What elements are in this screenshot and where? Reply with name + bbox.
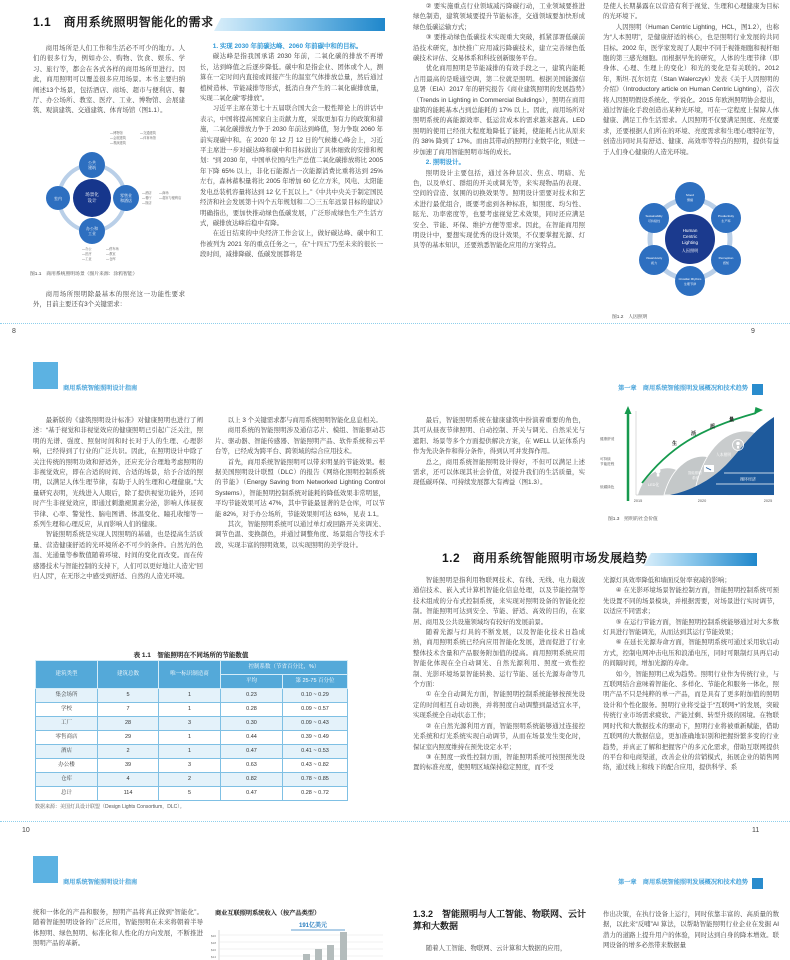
running-header-right: 第一章 商用系统智能照明发展概况和技术趋势 [618, 385, 748, 392]
table-cell: 0.39 ~ 0.49 [283, 731, 348, 745]
table-cell: 0.82 [221, 773, 283, 787]
blue-subheading: 1. 实现 2030 年前碳达峰、2060 年前碳中和的目标。 [212, 43, 363, 50]
figure-1-1-scene-diagram [28, 126, 196, 268]
body-paragraph: 随着人工智能、物联网、云计算和大数据的应用， [425, 945, 567, 952]
table-cell: 0.41 ~ 0.53 [283, 745, 348, 759]
bar-chart-title: 商业互联照明系统收入（按产品类型） [215, 910, 321, 917]
node-label: 和酒店 [120, 198, 132, 203]
bar [340, 932, 347, 960]
blue-subheading: 2. 照明设计。 [425, 159, 465, 167]
table-cell: 工厂 [36, 717, 98, 731]
body-paragraph: ④ 在光影环境场景智能控制方面，智能照明控制系统可预先设置不同的场景模块，并根据需要，对场景进行实时调节，以适应不同需求； [603, 587, 779, 616]
node-label: 室内 [54, 196, 62, 201]
table-header-cell: 平均 [221, 675, 283, 689]
stage-label: 人本照明 [716, 453, 732, 457]
table-header-cell: 建筑总数 [98, 661, 159, 689]
table-cell: 1 [159, 731, 221, 745]
table-title: 表 1.1 智能照明在不同场所的节能数值 [133, 652, 249, 659]
center-label: 人因照明 [681, 248, 699, 253]
table-cell: 零售商店 [36, 731, 98, 745]
table-cell: 7 [98, 703, 159, 717]
curve-char: 活 [691, 431, 697, 437]
node-label-en: Productivity [718, 214, 734, 218]
page11-col2 [603, 576, 779, 816]
table-cell: 4 [98, 773, 159, 787]
table-row [36, 689, 348, 703]
node-label: 办公和 [86, 226, 98, 231]
node-label: 工业 [88, 231, 96, 236]
node-label-cn: 生产率 [721, 219, 731, 223]
section-title-bar [644, 553, 757, 566]
table-cell: 2 [159, 773, 221, 787]
page8-col1 [33, 44, 185, 128]
body-paragraph: ⑥ 在延长光源寿命方面，智能照明系统可通过采用软启动方式，控制电网冲击电压和浪涌电压，同时可限制灯具再启动的间隔时间，增加光源的寿命。 [603, 639, 779, 668]
table-source-note: 数据来源：美国灯具设计联盟（Design Lights Consortium，DLC）。 [35, 804, 185, 810]
table-cell: 集会场所 [36, 689, 98, 703]
scene-label: —体育场馆 [140, 136, 156, 140]
table-cell: 0.44 [221, 731, 283, 745]
scene-label: —仓库 [106, 257, 116, 261]
body-paragraph: 在近日结束的中央经济工作会议上，做好碳达峰、碳中和工作被列为 2021 年的重点任务之一，在“十四五”乃至未来的很长一段时间，减排降碳、低碳发展都将是 [200, 230, 383, 259]
section-1-1-title: 1.1 商用系统照明智能化的需求 [33, 15, 214, 29]
body-paragraph: 以上 3 个关键需求都与商用系统照明智能化息息相关。 [227, 417, 382, 424]
body-paragraph: 商用场所照明除最基本的照亮这一功能性要求外，目前主要还有3个关键需求： [33, 291, 185, 309]
center-label: 设计 [87, 198, 97, 203]
node-circadian-rhythms [675, 266, 705, 296]
body-paragraph: 总之，商用系统智能照明设计得好，不但可以满足上述需求，还可以体现其社会价值，对提升我们的生活质量，实现低碳环保、可持续发展都大有裨益（图1.3）。 [413, 458, 585, 487]
table-header-cell: 控制系数（节省百分比，%） [221, 661, 348, 675]
body-paragraph: 智能照明是指利用物联网技术、有线、无线、电力载波通信技术、嵌入式计算机智能化信息处理，以及节能控制等技术组成的分布式控制系统，来实现对照明设备的智能化控制。智能照明可达到安全、节能、舒适、高效的目的，在家居、商用及公共设施领域均有较好的发展前景。 [413, 577, 585, 626]
table-cell: 0.09 ~ 0.43 [283, 717, 348, 731]
y-axis-label: 可持续 [600, 457, 611, 461]
body-paragraph: 照明设计主要包括，通过各种层次、焦点、明暗、光色，以及单灯、群组的开关或调光等，来实现物品的表现、空间的营造、氛围的切换效果等。照明设计需要对技术和艺术进行最优组合，既要考虑到各种标准，如照度、均匀性、眩光、功率密度等，也要考虑视觉艺术效果，同时还应满足安全、节能、环保、维护方便等需求。因此，在智能商用照明设计中，要想实现优秀的设计效果，不仅要掌握光源、灯具等的基本知识，还要熟悉智能化应用的方案特点。 [413, 169, 585, 250]
x-tick: 2020 [697, 499, 707, 503]
page8-col1b [33, 290, 185, 323]
table-cell: 114 [98, 787, 159, 801]
table-cell: 0.43 ~ 0.82 [283, 759, 348, 773]
figure-caption: 图1.1 商用系统照明场景（图片来源：涂鸦智能） [30, 272, 138, 277]
table-cell: 0.47 [221, 745, 283, 759]
node-perception [711, 245, 741, 275]
running-header-right: 第一章 商用系统智能照明发展概况和技术趋势 [618, 879, 748, 886]
page-number: 10 [22, 827, 30, 834]
page11-col1-top [413, 416, 585, 516]
scene-label: —办公 [82, 247, 92, 251]
figure-caption: 图1.2 人因照明 [612, 315, 648, 320]
table-row [36, 745, 348, 759]
human-bulb-icon [736, 442, 740, 446]
body-paragraph: 商用系统的智能照明涉及通信芯片、模组、智能驱动芯片、驱动器、智能传感器、智能照明产品、软件系统和云平台等，已经成为跨平台、跨领域的综合应用技术。 [215, 427, 385, 456]
table-cell: 0.23 [221, 689, 283, 703]
body-paragraph: 人因照明（Human Centric Lighting，HCL，图1.2），也称为“人本照明”，是健康舒适的核心，也是照明行业发展的共同目标。2002 年，医学家发现了人眼中不同于视锥细胞和视杆细胞的第三感光细胞。而根据早先的研究，人体的生理节律（即身体、心理、生理上的变化）和光的变化是有关联的。2012 年，斯坦·瓦尔切克（Stan Walerczyk）发表《关于人因照明的介绍》（Introductory article on Human Centric Lighting），首次将人因照明假设系统化、学说化。2015 年欧洲照明协会提出，通过智能化手段创造出某种光环境，可在一定程度上保障人体健康、满足工作生活需求。人因照明不仅要满足照度、亮度要求，还要根据人们所在的环境、亮度需求和生理心理特征等，创造出同时具有舒适、健康、高效率等特点的照明，提供有益于人们身心健康的人造光环境。 [603, 23, 779, 156]
table-header-cell: 第 25-75 百分位 [283, 675, 348, 689]
table-header-cell: 唯一标识制造商 [159, 661, 221, 689]
header-square-small [752, 384, 763, 395]
body-paragraph: 是使人长期暴露在以营造有利于视觉、生理和心理健康为目标的光环境下。 [603, 3, 779, 21]
y-tick: $18 [210, 941, 216, 945]
table-cell: 0.78 ~ 0.85 [283, 773, 348, 787]
page9-col1 [413, 2, 585, 304]
table-cell: 总计 [36, 787, 98, 801]
body-paragraph: 首先，商用系统智能照明可以带来明显的节能效果。根据美国照明设计联盟（DLC）的报告《网络化照明控制系统的节能》（Energy Saving from Networked Lighting Control Systems），智能照明控制系统对能耗的降低效果非常明显，平均节能效果可达 47%，其中节能最显著的是仓库，可以节能 82%，对于办公场所，节能效果则可达 63%，见表 1.1。 [215, 458, 385, 518]
node-label-cn: 感知 [722, 261, 730, 265]
scene-label: —教室 [106, 252, 116, 256]
table-cell: 酒店 [36, 745, 98, 759]
table-cell: 0.28 ~ 0.72 [283, 787, 348, 801]
bar [327, 945, 334, 960]
body-paragraph: 统和一体化的产品和服务，照明产品将真正做到“智能化”。随着智能照明设备的广泛应用，智能照明在未来将朝着半导体照明、绿色照明、标准化和人性化的方向发展，不断推进照明产品的革新。 [33, 909, 203, 948]
node-label-en: Circadian Rhythms [678, 278, 702, 281]
node-visual-acuity [639, 245, 669, 275]
x-tick: 2015 [633, 499, 643, 503]
table-cell: 0.63 [221, 759, 283, 773]
table-row [36, 731, 348, 745]
node-label-cn: 情绪 [686, 198, 694, 202]
bar [303, 954, 310, 960]
scene-label: —工业 [82, 257, 92, 261]
scene-label: —博物馆 [110, 131, 123, 135]
led-bulb-icon [656, 469, 661, 474]
table-cell: 0.30 [221, 717, 283, 731]
body-paragraph: 如今，智能照明已成为趋势。照明行业作为传统行业，与互联网结合意味着智能化、多样化、节能化和服务一体化，照明产品不只是纯粹的单一产品，而是具有了更多附加值的照明设计和个性化服务。照明行业将受益于“互联网+”的发展，突破传统行业市场需求疲软、产能过剩、转型升级的困境。在物联网时代和大数据技术的驱动下，照明行业将被重新赋能，借助互联网的大数据信息，更加准确地识别和把握纷繁多变的行业趋势，并真正了解和把握客户的多元化需求，借助互联网提供的平台和电商渠道，改善企业的营销模式，拓展企业的销售网络，通过线上和线下的配合应用，提供科学、系 [603, 670, 779, 772]
callout-value: 191亿美元 [299, 923, 328, 929]
section-1-2-title: 1.2 商用系统智能照明市场发展趋势 [442, 551, 648, 565]
node-label-en: Sustainability [645, 214, 663, 218]
y-tick: $14 [210, 955, 216, 959]
node-label: 公共 [88, 160, 96, 165]
table-cell: 28 [98, 717, 159, 731]
table-cell: 仓库 [36, 773, 98, 787]
body-paragraph: 优化商用照明是节能减排的有效手段之一，建筑内能耗占用最高的是暖通空调，第二位就是照明。根据美国能源信息署（EIA）2017 年的研究报告《商业建筑照明的发展趋势》（Trends in Lighting in Commercial Buildings），照明在商用建筑的能耗基本占到总能耗的 17% 以上。因此，商用场所对照明系统的高能源效率、低运营成本的需求越来越高。LED 照明的使用已经很大程度地降低了能耗，使能耗占比从原来的 38% 降到了 17%。而由其带动的照明行业数字化，则进一步加速了商用智能照明市场的成长。 [413, 65, 585, 156]
revenue-bar-chart [203, 918, 388, 960]
body-paragraph: 习近平主席在第七十五届联合国大会一般性辩论上的讲话中表示，中国将提高国家自主贡献力度，采取更加有力的政策和措施，二氧化碳排放力争于 2030 年前达到峰值，努力争取 2060 年前实现碳中和。在 2020 年 12 月 12 日的气候雄心峰会上，习近平主席进一步对碳达峰和碳中和目标做出了具体细致的安排和规划：“到 2030 年，中国单位国内生产总值二氧化碳排放将比 2005 年下降 65% 以上，非化石能源占一次能源消费比重将达到 25% 左右，森林蓄积量将比 2005 年增加 60 亿立方米，风电、太阳能发电总装机容量将达到 12 亿千瓦以上。”《中共中央关于制定国民经济和社会发展第十四个五年规划和二〇三五年远景目标的建议》明确指出，要加快推动绿色低碳发展，广泛形成绿色生产生活方式，碳排放达峰后稳中有降。 [200, 105, 383, 227]
curve-char: 质 [710, 424, 716, 430]
body-paragraph: ② 在自然光源利用方面，智能照明系统能够通过连接控光系统和灯光系统实现自动调节，从而在场景发生变化时，保证室内照度维持在预先设定水平； [413, 722, 585, 751]
table-cell: 2 [98, 745, 159, 759]
footer-divider [0, 821, 790, 822]
table-cell: 0.28 [221, 703, 283, 717]
scene-label: —酒店 [142, 191, 152, 195]
page-number: 9 [751, 328, 755, 335]
body-paragraph: ② 要实施重点行业领域减污降碳行动，工业领域要推进绿色制造，建筑领域要提升节能标准，交通领域要加快形成绿色低碳运输方式； [413, 3, 585, 31]
table-cell: 3 [159, 759, 221, 773]
body-paragraph: ⑤ 在运行节能方面，智能照明控制系统能够通过对大多数灯具进行智能调光，从而达到其运行节能效果； [603, 618, 779, 637]
body-paragraph: 其次，智能照明系统可以通过单灯或回路开关来调光、调节色温、变换颜色，并通过调整角度、场景组合等技术手段，实现丰富的照明效果，以实现照明的美学设计。 [215, 521, 385, 549]
table-row [36, 759, 348, 773]
page13-col1 [413, 944, 595, 960]
y-axis-label: 节能进程 [600, 462, 615, 466]
page10-col2 [215, 416, 385, 646]
node-label-en: Mood [686, 193, 694, 197]
arrow-head-icon [625, 406, 632, 414]
node-center-hcl [665, 214, 715, 264]
node-label-en: Visual Acuity [645, 256, 663, 260]
figure-1-3-social-value-chart [598, 403, 778, 513]
table-cell: 1 [159, 703, 221, 717]
human-bulb-icon [737, 446, 739, 449]
node-productivity [711, 203, 741, 233]
header-square [33, 362, 58, 389]
table-cell: 3 [159, 717, 221, 731]
scene-label: —餐厅 [142, 196, 152, 200]
energy-saving-table [35, 660, 348, 801]
table-cell: 0.10 ~ 0.29 [283, 689, 348, 703]
y-tick: $16 [210, 948, 216, 952]
page10-col1 [33, 416, 203, 646]
body-paragraph: ① 在全自动调光方面，智能照明控制系统能够按预先设定的时间相互自动切换，并将照度自动调整到最适宜水平，实现系统全自动状态工作； [413, 691, 585, 720]
body-paragraph: 最新版的《建筑照明设计标准》对健康照明也进行了阐述：“基于视觉和非视觉效应的健康照明已引起广泛关注，照明的光谱、强度、照射时间和时长对于人的生理、心理影响，已经得到了行业的广泛共识。因此，在照明设计中除了关注传统的照明功效和舒适外，还应充分合理地考虑照明的非视觉效应，即在合适的时间、合适的场景，给予合适的照明，以满足人体生理节律，有助于人的生理和心理健康。”大量研究表明，光线进入人眼后，除了提供视觉功能外，还同时产生非视觉效应，即通过刺激褪黑素分泌，影响人体昼夜节律、心率、警觉性、脑电图谱、体温变化、瞳孔收缩等一系列生理和心理反应，从而影响人们的健康。 [33, 417, 203, 529]
scene-label: —停车场 [106, 247, 119, 251]
table-cell: 5 [159, 787, 221, 801]
scene-label: —医疗 [82, 252, 92, 256]
node-label: 建筑 [88, 165, 96, 170]
scene-label: —会展建筑 [110, 136, 126, 140]
running-header-left: 商用系统智能照明设计指南 [63, 879, 138, 886]
body-paragraph: 智能照明系统是实现人因照明的基础，也是提高生活质量、营造健康舒适的光环境所必不可少的条件。自然光的色温、光通量等参数值随着环境、时间的变化而改变。而在传感器技术与智能控制的支持下，人们可以更好地让人造光“回归人因”，在无形之中感受到舒适、自然的人造光环境。 [33, 531, 203, 581]
led-bulb-icon [657, 474, 660, 477]
scene-label: —饭店 [142, 201, 152, 205]
scene-label: —观演建筑 [110, 141, 126, 145]
page-number: 11 [752, 827, 760, 834]
table-cell: 29 [98, 731, 159, 745]
table-header-cell: 建筑类型 [36, 661, 98, 689]
section-title-bar [214, 18, 385, 31]
table-cell: 0.09 ~ 0.57 [283, 703, 348, 717]
page8-col2 [200, 42, 383, 323]
x-tick: 2025 [763, 499, 773, 503]
table-row [36, 787, 348, 801]
figure-caption: 图1.3 照明的社会价值 [608, 517, 658, 522]
bar [315, 949, 322, 960]
arrow-head-icon [754, 407, 763, 415]
table-cell: 1 [159, 745, 221, 759]
node-sustainability [639, 203, 669, 233]
body-paragraph: 商用场所是人们工作和生活必不可少的地方。人们的很多行为，例如办公、购物、饮食、娱乐、学习、旅行等，都会在各式各样的商用场所里进行。因此，商用照明可以覆盖很多应用场景。本书主要归纳阐述13个场景，包括酒店、商场、超市与便利店、餐厅、办公场所、教室、医疗、工业、博物馆、会展建筑、观演建筑、交通建筑、体育场馆（图1.1）。 [33, 45, 185, 115]
header-square [33, 856, 58, 883]
table-row [36, 773, 348, 787]
node-label-cn: 生理节律 [683, 282, 697, 286]
area-label: 循环经济 [740, 476, 756, 482]
scene-label: —超市与便利店 [159, 196, 182, 200]
body-paragraph: 碳达峰是指我国承诺 2030 年前，二氧化碳的排放不再增长，达到峰值之后逐步降低。碳中和是指企业、团体或个人，测算在一定时间内直接或间接产生的温室气体排放总量，然后通过植树造林、节能减排等形式，抵消自身产生的二氧化碳排放量，实现二氧化碳“零排放”。 [200, 53, 383, 103]
node-label: 零售业 [120, 193, 132, 198]
stage-label: LED化 [648, 483, 660, 487]
header-square-small [752, 878, 763, 889]
node-label-cn: 视力 [650, 261, 658, 265]
scene-label: —商场 [159, 191, 169, 195]
table-cell: 1 [159, 689, 221, 703]
table-cell: 0.47 [221, 787, 283, 801]
curve-char: 量 [729, 417, 735, 423]
node-label-cn: 可持续性 [647, 219, 661, 223]
page12-col1 [33, 908, 203, 960]
body-paragraph: ③ 在照度一致性控制方面，智能照明系统可按照预先设置的标准亮度，使照明区域保持稳定照度，而不受 [413, 753, 585, 772]
running-header-left: 商用系统智能照明设计指南 [63, 385, 138, 392]
table-cell: 39 [98, 759, 159, 773]
y-axis-label: 低碳绿色 [600, 485, 615, 489]
table-cell: 学校 [36, 703, 98, 717]
body-paragraph: 随着光源与灯具的不断发展，以及智能化技术日趋成熟，商用照明系统已经向应用智能化发展，进而促进了行业整体技术含量和产品服务附加值的提高。商用照明系统应用智能化体现在全自动调光、自然光源利用、照度一致性控制、光影环境场景智能转换、运行节能、延长光源寿命等几个方面： [413, 629, 585, 689]
body-paragraph: 作出决策，在执行设备上运行，同时依靠丰富的、高质量的数据，以此来“反哺”AI 算法，以帮助智能照明行业企业在发掘 AI 潜力的道路上提升用户的体验，同时达到自身的降本增效。联网设备的增多必然带来数据量 [603, 911, 779, 950]
node-mood [675, 182, 705, 212]
node-label-en: Perception [718, 256, 734, 260]
page13-col2 [603, 910, 779, 960]
table-row [36, 703, 348, 717]
table-cell: 5 [98, 689, 159, 703]
body-paragraph: ③ 要推动绿色低碳技术实现重大突破，抓紧部署低碳前沿技术研究，加快推广应用减污降碳技术，建立完善绿色低碳技术评估、交易体系和科技创新服务平台。 [413, 34, 585, 63]
body-paragraph: 光源灯具效率降低和墙面反射率衰减的影响； [603, 577, 731, 584]
page-number: 8 [12, 328, 16, 335]
y-tick: $20 [210, 934, 216, 938]
body-paragraph: 最后，智能照明系统在健康建筑中扮演着重要的角色，其可从昼夜节律照明、自动控制、开关与调光、自然采光与遮阳、场景等多个方面提供解决方案，在 WELL 认证体系内作为先决条件和得分条件，得到认可并发挥作用。 [413, 417, 585, 456]
scene-label: —交通建筑 [140, 131, 156, 135]
table-row [36, 717, 348, 731]
center-label: 场景化 [85, 192, 99, 197]
center-label: Lighting [681, 240, 699, 245]
stage-label: 系统 [692, 476, 699, 480]
y-axis-label: 健康舒适 [600, 437, 615, 441]
figure-1-2-hcl-diagram [598, 163, 782, 313]
center-label: Human [682, 228, 698, 233]
table-cell: 办公楼 [36, 759, 98, 773]
footer-divider [0, 323, 790, 324]
curve-char: 生 [672, 441, 678, 447]
center-label: Centric [682, 234, 698, 239]
page9-col2 [603, 2, 779, 160]
section-1-3-2-title: 1.3.2 智能照明与人工智能、物联网、云计算和大数据 [413, 909, 587, 931]
page11-col1-bottom [413, 576, 585, 816]
stage-label: 智能照明 [688, 471, 702, 475]
